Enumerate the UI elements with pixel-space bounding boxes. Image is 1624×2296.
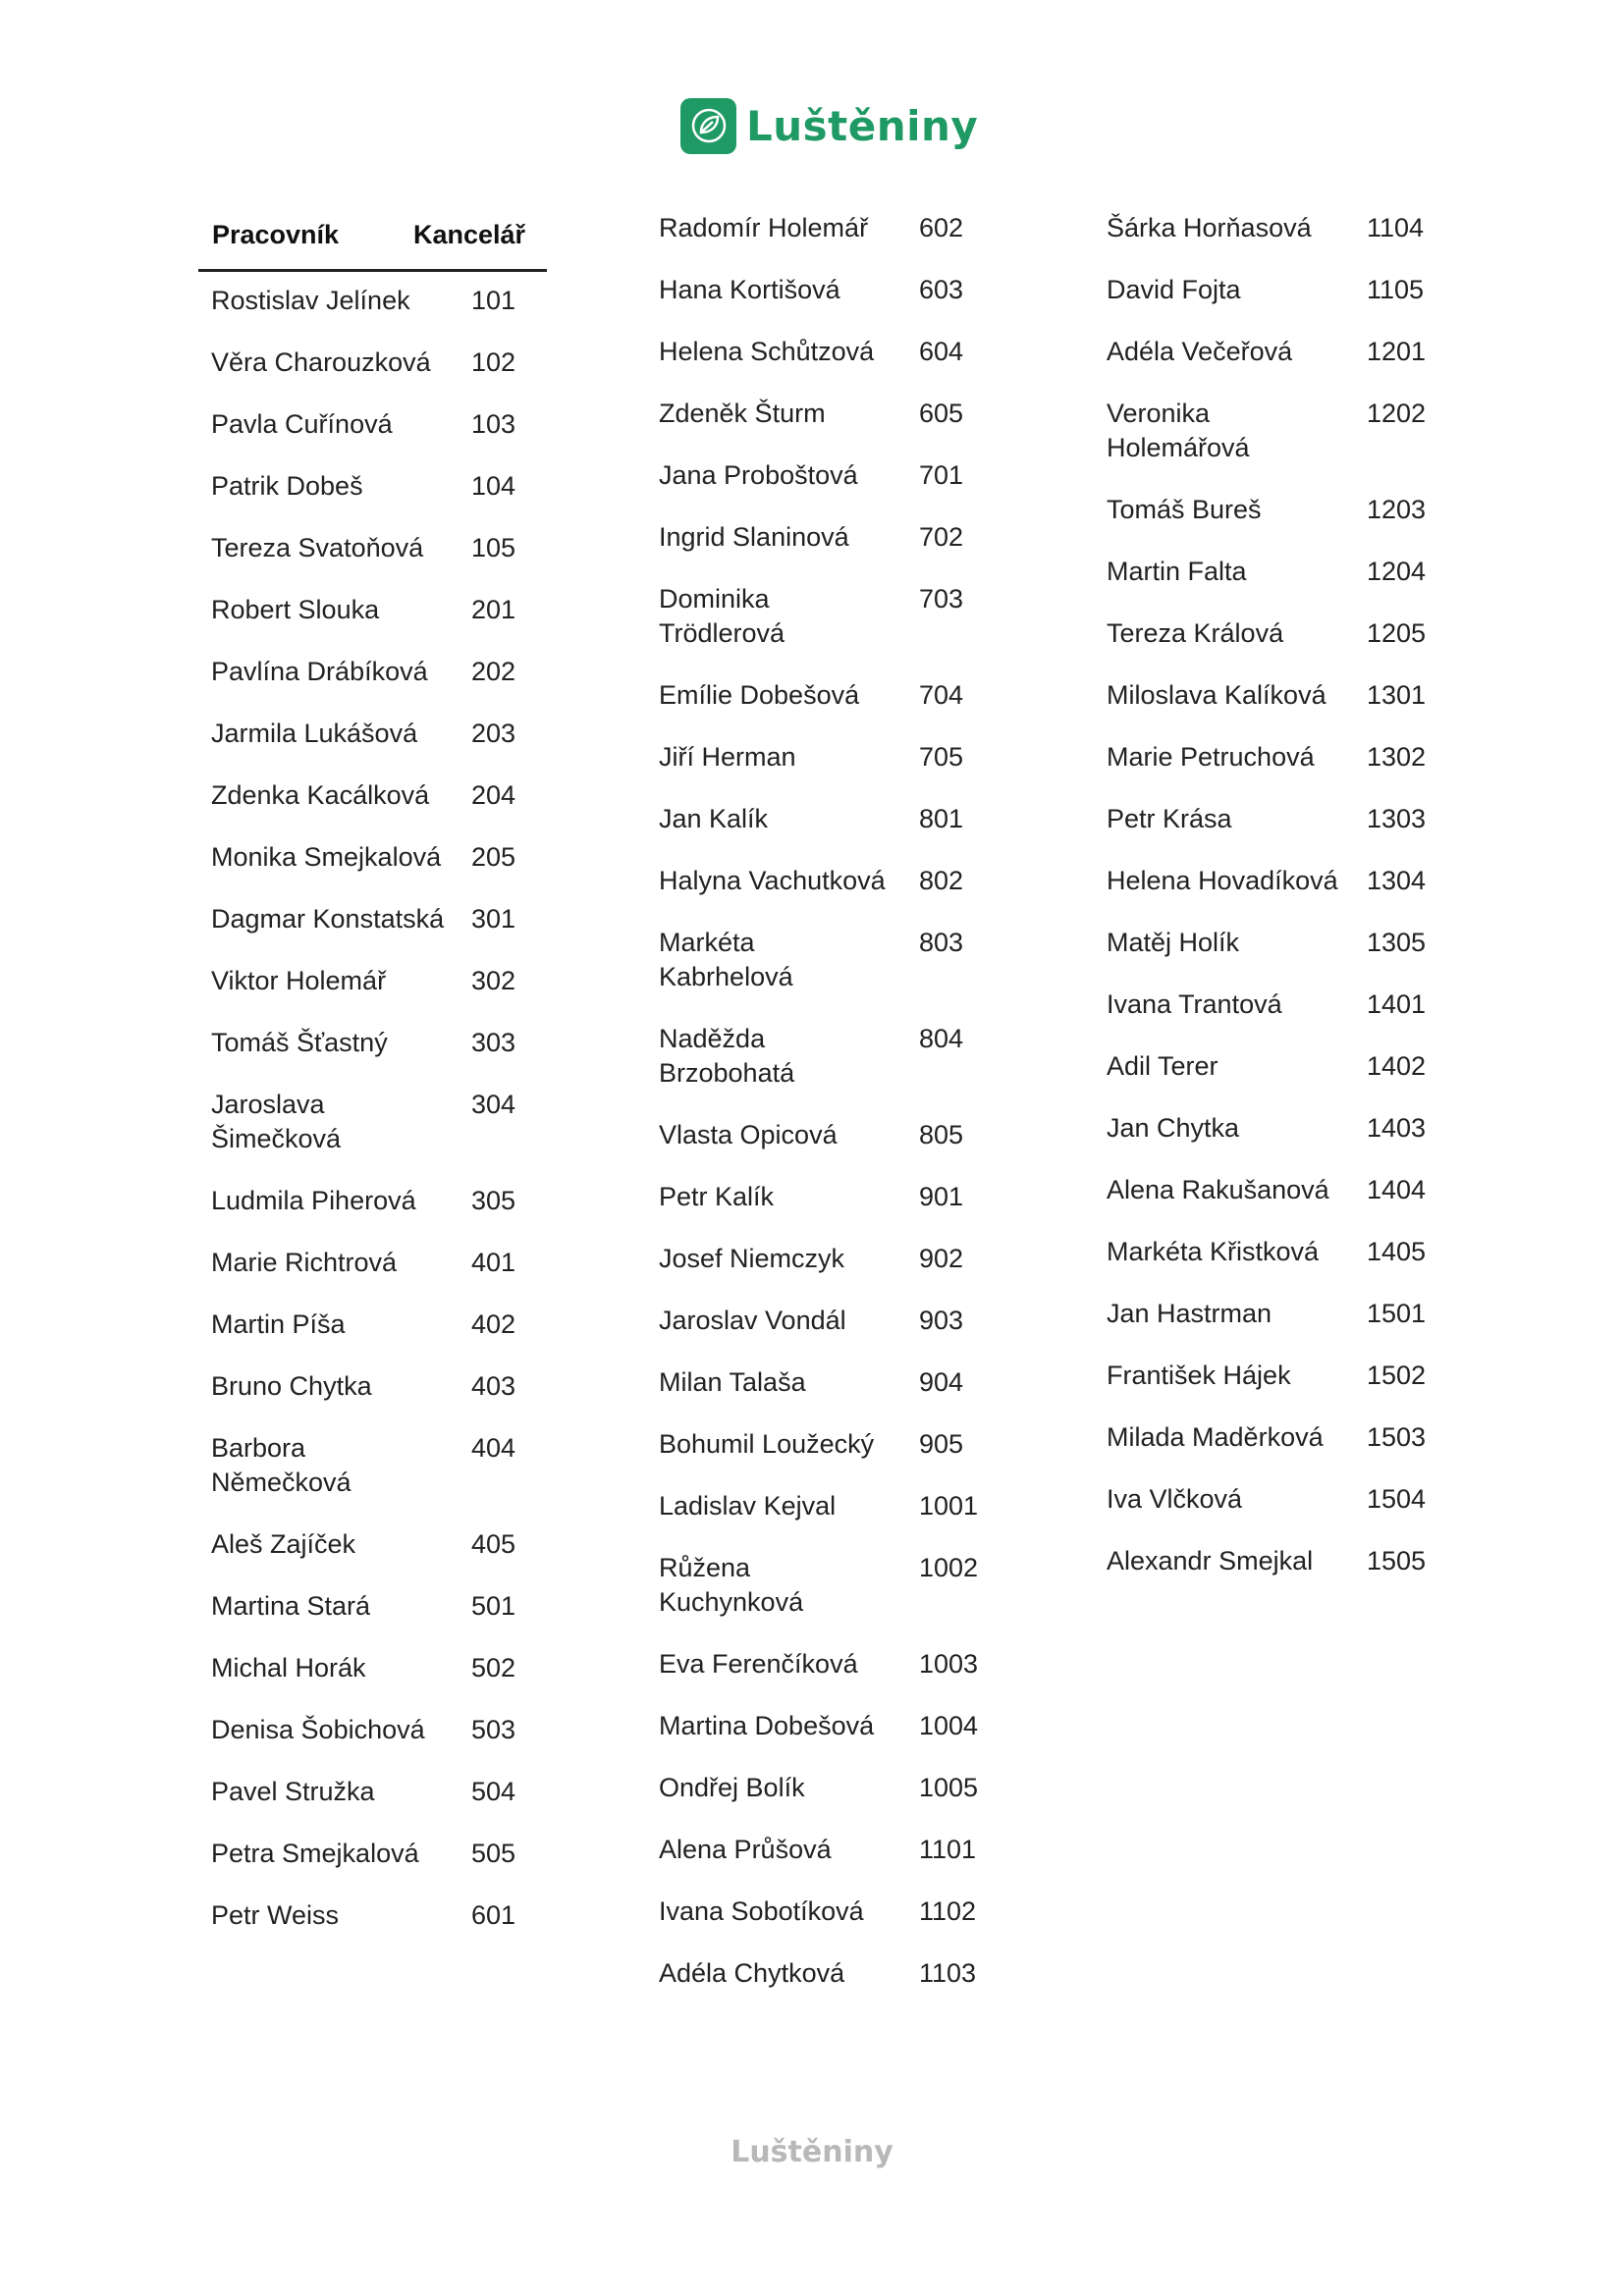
office-number: 1505 (1367, 1546, 1427, 1575)
employee-name: Iva Vlčková (1107, 1484, 1243, 1514)
office-number: 201 (471, 595, 516, 624)
office-number: 703 (919, 584, 964, 614)
employee-name: Pavel Stružka (211, 1777, 375, 1806)
office-number: 1503 (1367, 1422, 1427, 1452)
office-number: 1004 (919, 1711, 979, 1740)
office-number: 701 (919, 460, 964, 490)
office-number: 305 (471, 1186, 516, 1215)
office-number: 1305 (1367, 928, 1427, 957)
employee-name: Zdeněk Šturm (659, 399, 826, 428)
brand-logo (680, 95, 978, 156)
office-number: 203 (471, 719, 516, 748)
office-number: 1403 (1367, 1113, 1427, 1143)
office-number: 104 (471, 471, 516, 501)
employee-name: Alena Průšová (659, 1835, 832, 1864)
office-number: 1001 (919, 1491, 979, 1521)
employee-name: Jaroslav Vondál (659, 1306, 846, 1335)
leaf-icon (680, 98, 736, 154)
employee-name: Jan Kalík (659, 804, 769, 833)
office-number: 1103 (919, 1958, 977, 1988)
employee-name: Jan Hastrman (1107, 1299, 1272, 1328)
employee-name: Marie Petruchová (1107, 742, 1315, 772)
employee-name: Naděžda Brzobohatá (659, 1024, 795, 1088)
employee-name: Adil Terer (1107, 1051, 1218, 1081)
employee-name: Markéta Křistková (1107, 1237, 1320, 1266)
office-number: 1501 (1367, 1299, 1427, 1328)
employee-name: Ludmila Piherová (211, 1186, 416, 1215)
office-number: 1201 (1367, 337, 1427, 366)
employee-name: Věra Charouzková (211, 347, 431, 377)
employee-name: Martina Stará (211, 1591, 371, 1621)
employee-name: Jiří Herman (659, 742, 796, 772)
employee-name: Radomír Holemář (659, 213, 869, 242)
employee-name: Jana Proboštová (659, 460, 858, 490)
office-number: 901 (919, 1182, 964, 1211)
office-number: 502 (471, 1653, 516, 1682)
employee-name: Dagmar Konstatská (211, 904, 445, 934)
employee-name: Barbora Němečková (211, 1433, 352, 1497)
employee-name: Ivana Trantová (1107, 989, 1282, 1019)
office-number: 802 (919, 866, 964, 895)
office-number: 1404 (1367, 1175, 1427, 1204)
office-number: 805 (919, 1120, 964, 1149)
office-number: 1405 (1367, 1237, 1427, 1266)
employee-name: Patrik Dobeš (211, 471, 363, 501)
office-number: 304 (471, 1090, 516, 1119)
employee-name: Petr Weiss (211, 1900, 340, 1930)
office-number: 601 (471, 1900, 516, 1930)
office-number: 101 (471, 286, 516, 315)
employee-name: Vlasta Opicová (659, 1120, 838, 1149)
office-number: 904 (919, 1367, 964, 1397)
employee-name: Alena Rakušanová (1107, 1175, 1329, 1204)
employee-name: Alexandr Smejkal (1107, 1546, 1314, 1575)
employee-name: Aleš Zajíček (211, 1529, 356, 1559)
employee-name: Petra Smejkalová (211, 1839, 419, 1868)
office-number: 1005 (919, 1773, 979, 1802)
office-number: 204 (471, 780, 516, 810)
office-number: 1504 (1367, 1484, 1427, 1514)
employee-name: Petr Krása (1107, 804, 1232, 833)
employee-name: Helena Schůtzová (659, 337, 875, 366)
office-number: 1402 (1367, 1051, 1427, 1081)
employee-name: Milada Maděrková (1107, 1422, 1324, 1452)
office-number: 504 (471, 1777, 516, 1806)
office-number: 704 (919, 680, 964, 710)
office-number: 404 (471, 1433, 516, 1463)
office-number: 702 (919, 522, 964, 552)
employee-name: Eva Ferenčíková (659, 1649, 858, 1679)
employee-name: Jaroslava Šimečková (211, 1090, 342, 1153)
employee-name: Růžena Kuchynková (659, 1553, 804, 1617)
office-number: 1104 (1367, 213, 1425, 242)
employee-name: Miloslava Kalíková (1107, 680, 1326, 710)
office-number: 603 (919, 275, 964, 304)
office-number: 1302 (1367, 742, 1427, 772)
employee-name: Adéla Večeřová (1107, 337, 1293, 366)
employee-name: Tereza Králová (1107, 618, 1284, 648)
office-number: 301 (471, 904, 516, 934)
employee-name: Matěj Holík (1107, 928, 1240, 957)
employee-name: Ladislav Kejval (659, 1491, 837, 1521)
office-number: 705 (919, 742, 964, 772)
office-number: 205 (471, 842, 516, 872)
office-number: 602 (919, 213, 964, 242)
office-number: 803 (919, 928, 964, 957)
employee-name: Adéla Chytková (659, 1958, 845, 1988)
office-number: 402 (471, 1309, 516, 1339)
employee-name: František Hájek (1107, 1361, 1291, 1390)
employee-name: Robert Slouka (211, 595, 380, 624)
employee-name: Michal Horák (211, 1653, 366, 1682)
employee-name: Emílie Dobešová (659, 680, 860, 710)
employee-name: Halyna Vachutková (659, 866, 886, 895)
office-number: 1101 (919, 1835, 977, 1864)
employee-name: Marie Richtrová (211, 1248, 398, 1277)
employee-name: Ivana Sobotíková (659, 1896, 864, 1926)
employee-name: Tereza Svatoňová (211, 533, 424, 562)
office-number: 1303 (1367, 804, 1427, 833)
office-number: 902 (919, 1244, 964, 1273)
employee-name: Ondřej Bolík (659, 1773, 805, 1802)
office-number: 503 (471, 1715, 516, 1744)
office-number: 403 (471, 1371, 516, 1401)
office-number: 401 (471, 1248, 516, 1277)
brand-name: Luštěniny (746, 101, 979, 150)
office-number: 1003 (919, 1649, 979, 1679)
office-number: 1204 (1367, 557, 1427, 586)
office-number: 1205 (1367, 618, 1427, 648)
office-number: 505 (471, 1839, 516, 1868)
employee-name: David Fojta (1107, 275, 1241, 304)
employee-name: Martin Falta (1107, 557, 1247, 586)
employee-name: Martina Dobešová (659, 1711, 875, 1740)
employee-name: Zdenka Kacálková (211, 780, 430, 810)
office-number: 1301 (1367, 680, 1427, 710)
office-number: 1102 (919, 1896, 977, 1926)
employee-name: Petr Kalík (659, 1182, 775, 1211)
employee-name: Ingrid Slaninová (659, 522, 849, 552)
office-number: 302 (471, 966, 516, 995)
office-number: 103 (471, 409, 516, 439)
office-number: 1304 (1367, 866, 1427, 895)
office-number: 105 (471, 533, 516, 562)
employee-name: Pavlína Drábíková (211, 657, 428, 686)
employee-name: Milan Talaša (659, 1367, 806, 1397)
employee-name: Jarmila Lukášová (211, 719, 418, 748)
office-number: 605 (919, 399, 964, 428)
employee-name: Tomáš Šťastný (211, 1028, 388, 1057)
header-office: Kancelář (413, 220, 526, 249)
office-number: 303 (471, 1028, 516, 1057)
office-number: 903 (919, 1306, 964, 1335)
office-number: 1401 (1367, 989, 1427, 1019)
employee-name: Pavla Cuřínová (211, 409, 393, 439)
office-number: 604 (919, 337, 964, 366)
employee-name: Martin Píša (211, 1309, 346, 1339)
office-number: 905 (919, 1429, 964, 1459)
office-number: 804 (919, 1024, 964, 1053)
employee-name: Hana Kortišová (659, 275, 840, 304)
office-number: 801 (919, 804, 964, 833)
employee-name: Josef Niemczyk (659, 1244, 845, 1273)
header-name: Pracovník (212, 220, 340, 249)
employee-name: Tomáš Bureš (1107, 495, 1262, 524)
employee-name: Viktor Holemář (211, 966, 387, 995)
footer-brand: Luštěniny (731, 2135, 893, 2169)
employee-name: Dominika Trödlerová (659, 584, 785, 648)
employee-name: Šárka Horňasová (1107, 213, 1312, 242)
office-number: 1002 (919, 1553, 979, 1582)
office-number: 405 (471, 1529, 516, 1559)
office-number: 501 (471, 1591, 516, 1621)
employee-name: Rostislav Jelínek (211, 286, 410, 315)
employee-name: Veronika Holemářová (1107, 399, 1250, 462)
employee-name: Jan Chytka (1107, 1113, 1240, 1143)
employee-name: Denisa Šobichová (211, 1715, 425, 1744)
office-number: 1502 (1367, 1361, 1427, 1390)
employee-name: Bruno Chytka (211, 1371, 372, 1401)
office-number: 1202 (1367, 399, 1427, 428)
employee-name: Helena Hovadíková (1107, 866, 1338, 895)
employee-name: Monika Smejkalová (211, 842, 442, 872)
employee-name: Markéta Kabrhelová (659, 928, 793, 991)
office-number: 102 (471, 347, 516, 377)
employee-name: Bohumil Loužecký (659, 1429, 875, 1459)
office-number: 1105 (1367, 275, 1425, 304)
office-number: 1203 (1367, 495, 1427, 524)
office-number: 202 (471, 657, 516, 686)
table-header (198, 220, 547, 272)
